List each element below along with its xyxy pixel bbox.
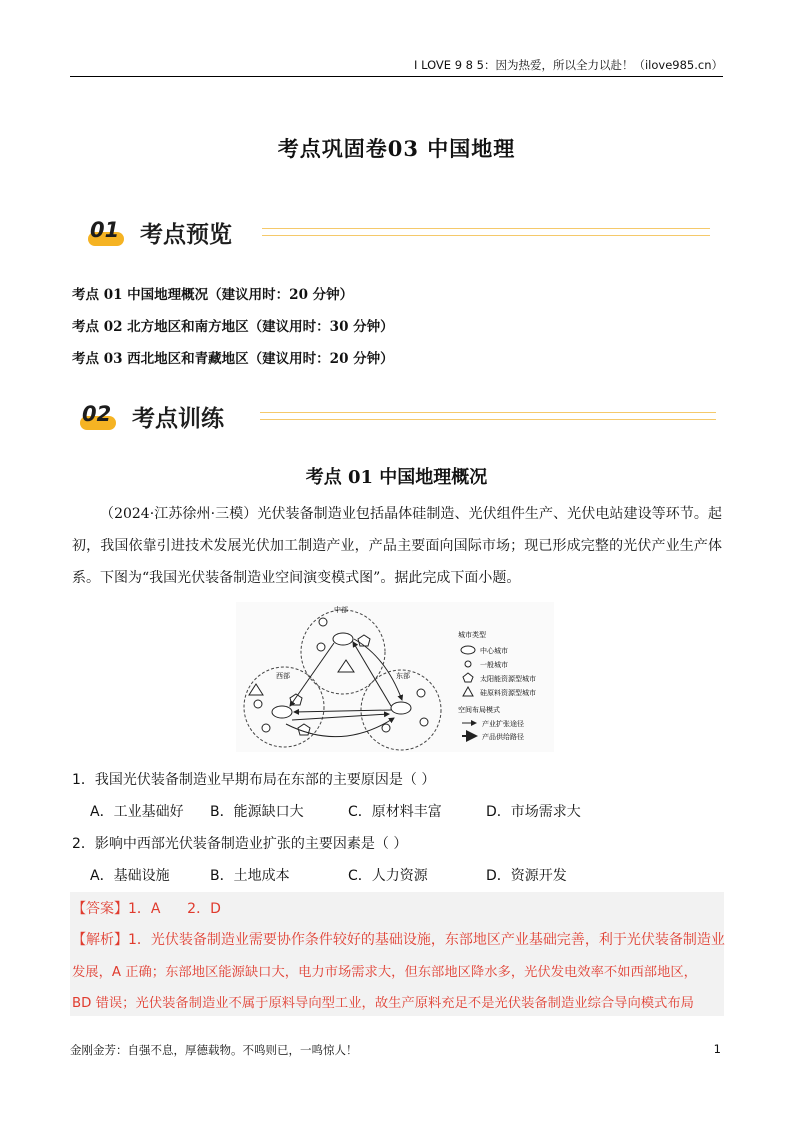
- region-label-west: 西部: [276, 672, 290, 680]
- question-1-stem: 1．我国光伏装备制造业早期布局在东部的主要原因是（ ）: [72, 772, 436, 788]
- answer-label: 【答案】: [72, 901, 128, 917]
- central-city-central: [333, 633, 353, 645]
- legend-item: 产业扩张途径: [482, 720, 524, 728]
- analysis-line-1: [72, 929, 725, 949]
- analysis-text-1: 1．光伏装备制造业需要协作条件较好的基础设施，东部地区产业基础完善，利于光伏装备制造业: [128, 932, 725, 948]
- analysis-line-3: BD 错误；光伏装备制造业不属于原料导向型工业，故生产原料充足不是光伏装备制造业综合导向模式布局: [72, 996, 694, 1011]
- preview-item-1: 考点 01 中国地理概况（建议用时：20 分钟）: [72, 287, 354, 303]
- central-city-west: [272, 706, 292, 718]
- q1-option-d[interactable]: D．市场需求大: [486, 804, 581, 820]
- legend-item: 产品供给路径: [482, 733, 524, 741]
- region-label-central: 中部: [334, 606, 348, 614]
- section-number: 01: [90, 218, 120, 242]
- page-title: 考点巩固卷03 中国地理: [277, 136, 516, 161]
- section-label: 考点预览: [140, 222, 232, 248]
- q2-option-c[interactable]: C．人力资源: [348, 868, 428, 884]
- page-number: 1: [713, 1042, 721, 1056]
- figure-spatial-model: [236, 602, 554, 752]
- general-city: [417, 689, 425, 697]
- question-2-stem: 2．影响中西部光伏装备制造业扩张的主要因素是（ ）: [72, 836, 408, 852]
- general-city: [262, 724, 270, 732]
- section-label: 考点训练: [132, 406, 224, 432]
- general-city: [420, 718, 428, 726]
- q2-option-d[interactable]: D．资源开发: [486, 868, 567, 884]
- legend-general-city-icon: [465, 661, 471, 667]
- topic-subtitle: 考点 01 中国地理概况: [305, 467, 488, 488]
- preview-item-2: 考点 02 北方地区和南方地区（建议用时：30 分钟）: [72, 319, 394, 335]
- legend-title-city: 城市类型: [458, 631, 486, 639]
- header-divider: [70, 76, 723, 77]
- general-city: [317, 643, 325, 651]
- region-label-east: 东部: [396, 672, 410, 680]
- q1-option-b[interactable]: B．能源缺口大: [210, 804, 304, 820]
- legend-central-city-icon: [461, 646, 475, 654]
- legend-item: 一般城市: [480, 661, 508, 669]
- section-banner-training: [72, 400, 722, 434]
- q2-option-a[interactable]: A．基础设施: [90, 868, 170, 884]
- general-city: [382, 724, 390, 732]
- footer-motto: 金刚金芳：自强不息，厚德载物。不鸣则已，一鸣惊人！: [70, 1043, 358, 1057]
- legend-item: 硅原料资源型城市: [480, 689, 536, 697]
- q1-option-a[interactable]: A．工业基础好: [90, 804, 184, 820]
- legend-item: 太阳能资源型城市: [480, 675, 536, 683]
- q2-option-b[interactable]: B．土地成本: [210, 868, 290, 884]
- general-city: [319, 618, 327, 626]
- question-intro: （2024·江苏徐州·三模）光伏装备制造业包括晶体硅制造、光伏组件生产、光伏电站建设等环节。起初，我国依靠引进技术发展光伏加工制造产业，产品主要面向国际市场；现已形成完整的光伏产业生产体系。下图为“我国光伏装备制造业空间演变模式图”。据此完成下面小题。: [72, 506, 722, 586]
- legend-item: 中心城市: [480, 647, 508, 655]
- central-city-east: [391, 702, 411, 714]
- q1-option-c[interactable]: C．原材料丰富: [348, 804, 442, 820]
- section-number: 02: [82, 402, 112, 426]
- analysis-label: 【解析】: [72, 932, 128, 948]
- section-divider-lines: [262, 228, 710, 236]
- legend-title-layout: 空间布局模式: [458, 706, 500, 714]
- section-divider-lines: [260, 412, 716, 420]
- header-text: I LOVE 9 8 5：因为热爱，所以全力以赴！（ilove985.cn）: [414, 58, 723, 72]
- general-city: [254, 700, 262, 708]
- analysis-line-2: 发展，A 正确；东部地区能源缺口大，电力市场需求大，但东部地区降水多，光伏发电效率不如西部地区，: [72, 965, 697, 980]
- answer-row: [72, 898, 221, 918]
- answer-text: 1．A 2．D: [128, 901, 221, 917]
- section-banner-preview: [80, 216, 720, 250]
- preview-item-3: 考点 03 西北地区和青藏地区（建议用时：20 分钟）: [72, 351, 394, 367]
